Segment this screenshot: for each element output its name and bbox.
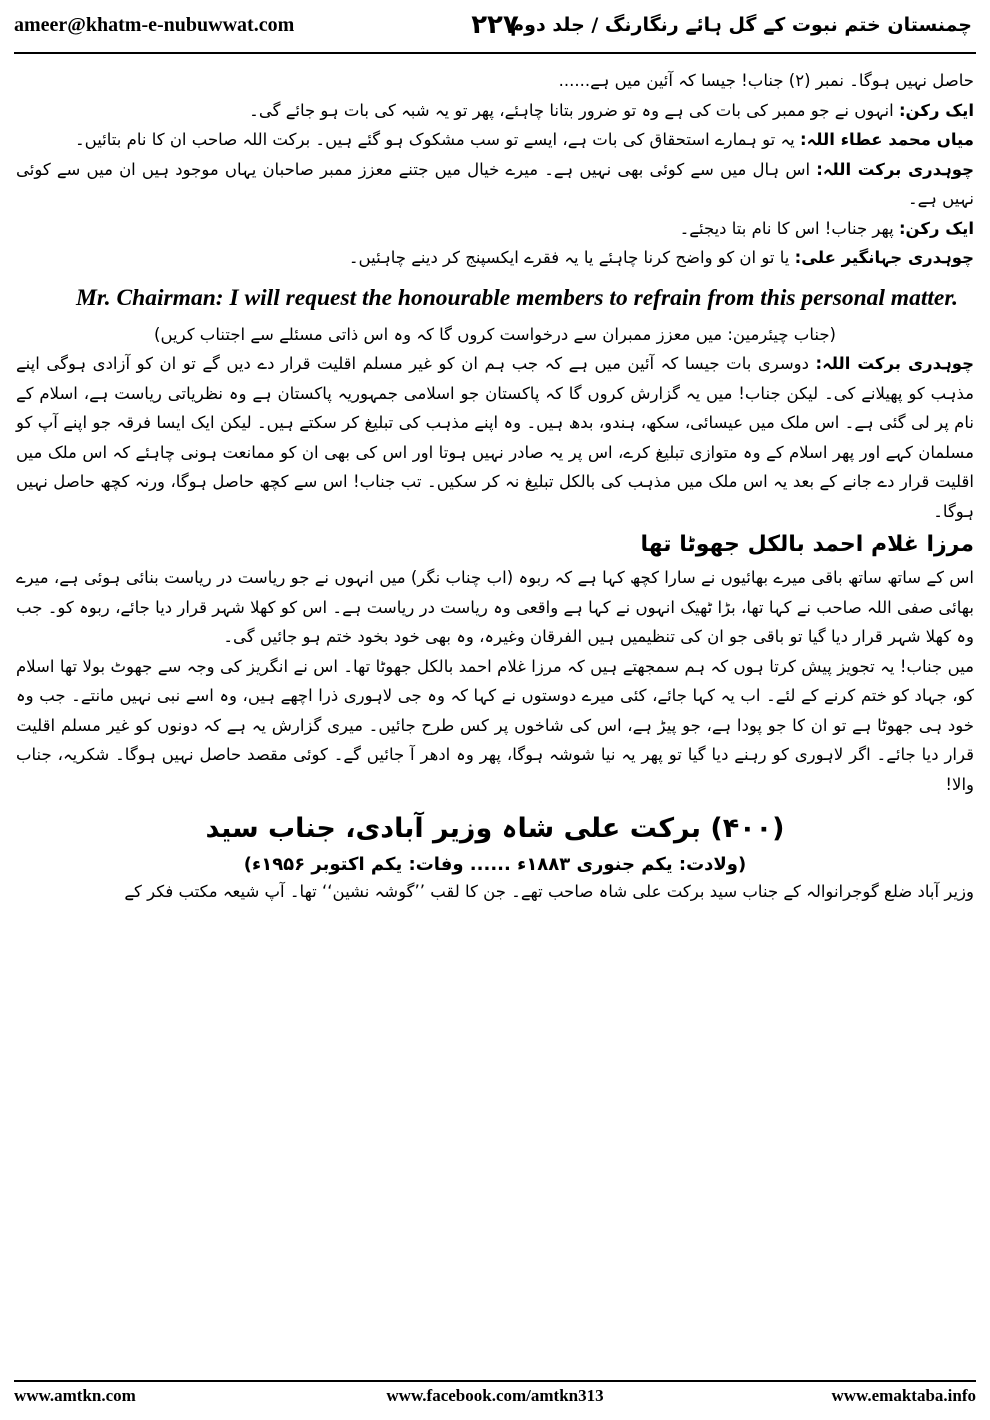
speaker-name: چوہدری جہانگیر علی:	[794, 248, 974, 267]
page-number: ۲۲۷	[471, 10, 519, 40]
speaker-name: میاں محمد عطاء اللہ:	[800, 130, 974, 149]
speech-text: یا تو ان کو واضح کرنا چاہئے یا یہ فقرے ایکسپنج کر دینے چاہئیں۔	[348, 248, 790, 267]
biography-text: وزیر آباد ضلع گوجرانوالہ کے جناب سید برکت علی شاہ صاحب تھے۔ جن کا لقب ’’گوشہ نشین‘‘ تھا۔ آپ شیعہ مکتب فکر کے	[124, 882, 974, 901]
book-title: چمنستان ختم نبوت کے گل ہائے رنگارنگ / جلد دوم	[510, 14, 972, 36]
paragraph-rabwah: اس کے ساتھ ساتھ باقی میرے بھائیوں نے سارا کچھ کہا ہے کہ ربوہ (اب چناب نگر) میں انہوں نے جو ریاست در ریاست بنائی ہوئی ہے، میرے بھائی صفی اللہ صاحب نے کہا تھا، بڑا ٹھیک انہوں نے کہا ہے واقعی وہ ریاست در ریاست ہے۔ اس کو کھلا شہر قرار دیا جائے، ربوہ کو۔ جب وہ کھلا شہر قرار دیا گیا تو باقی جو ان کی تنظیمیں ہیں الفرقان وغیرہ، وہ بھی خود بخود ختم ہو جائیں گی۔	[16, 568, 974, 646]
speech-text: یہ تو ہمارے استحقاق کی بات ہے، ایسے تو سب مشکوک ہو گئے ہیں۔ برکت اللہ صاحب ان کا نام بتائیں۔	[74, 130, 795, 149]
footer-link-facebook: www.facebook.com/amtkn313	[386, 1386, 604, 1405]
chairman-translation: (جناب چیئرمین: میں معزز ممبران سے درخواست کروں گا کہ وہ اس ذاتی مسئلے سے اجتناب کریں)	[154, 324, 836, 344]
biography-title: (۴۰۰) برکت علی شاہ وزیر آبادی، جناب سید	[205, 813, 785, 844]
speaker-name: ایک رکن:	[898, 218, 974, 238]
speech-member-2	[16, 214, 974, 244]
paragraph-1: حاصل نہیں ہوگا۔ نمبر (۲) جناب! جیسا کہ آئین میں ہے......	[558, 71, 974, 90]
speaker-name: چوہدری برکت اللہ:	[816, 159, 975, 179]
speaker-name: چوہدری برکت اللہ:	[815, 354, 975, 373]
speech-barkatullah-2	[16, 349, 974, 526]
footer-divider	[14, 1380, 976, 1382]
section-heading: مرزا غلام احمد بالکل جھوٹا تھا	[640, 532, 974, 557]
header-divider	[14, 52, 976, 54]
speech-jahangir	[16, 243, 974, 273]
english-chairman-statement: Mr. Chairman: I will request the honourable members to refrain from this personal matter.	[76, 284, 959, 311]
speech-barkatullah-1	[16, 155, 974, 214]
speaker-name: ایک رکن:	[898, 100, 974, 120]
speech-text: پھر جناب! اس کا نام بتا دیجئے۔	[679, 218, 894, 238]
speech-text: دوسری بات جیسا کہ آئین میں ہے کہ جب ہم ان کو غیر مسلم اقلیت قرار دے دیں گے تو ان کو آزادی ہوگی اپنے مذہب کو پھیلانے کی۔ لیکن جناب! میں یہ گزارش کروں گا کہ پاکستان جو اسلامی جمہوریہ پاکستان ہے وہ نظریاتی ریاست ہے، اسلام کے نام پر لی گئی ہے۔ اس ملک میں عیسائی، سکھ، ہندو، بدھ ہیں۔ وہ اپنے مذہب کی تبلیغ کر سکتے ہیں۔ لیکن ایک ایسا فرقہ جو اپنے آپ کو مسلمان کہے اور پھر اسلام کے وہ متوازی تبلیغ کرے، اس پر یہ صادر نہیں ہوتا اور اس کی بھی ان کو ممانعت ہونی چاہئے کہ اس ملک میں اقلیت قرار دے جانے کے بعد یہ اس ملک میں مذہب کی بالکل تبلیغ نہ کر سکیں۔ تب جناب! اس سے کچھ حاصل ہوگا، ورنہ کچھ حاصل نہیں ہوگا۔	[16, 354, 974, 521]
header-email: ameer@khatm-e-nubuwwat.com	[14, 14, 295, 36]
page-header	[0, 0, 990, 56]
page-body	[16, 66, 974, 907]
biography-dates: (ولادت: یکم جنوری ۱۸۸۳ء ...... وفات: یکم اکتوبر ۱۹۵۶ء)	[243, 854, 747, 875]
speech-member-1	[16, 96, 974, 126]
footer-link-emaktaba: www.emaktaba.info	[831, 1386, 976, 1405]
speech-text: اس ہال میں سے کوئی بھی نہیں ہے۔ میرے خیال میں جتنے معزز ممبر صاحبان یہاں موجود ہیں ان میں سے کوئی نہیں ہے۔	[16, 159, 974, 208]
footer-link-amtkn: www.amtkn.com	[14, 1386, 136, 1405]
page-footer	[0, 1384, 990, 1414]
speech-ataullah	[16, 125, 974, 155]
paragraph-proposal: میں جناب! یہ تجویز پیش کرتا ہوں کہ ہم سمجھتے ہیں کہ مرزا غلام احمد بالکل جھوٹا تھا۔ اس نے انگریز کی وجہ سے جھوٹ بولا تھا اسلام کو، جہاد کو ختم کرنے کے لئے۔ اب یہ کہا جائے، کئی میرے دوستوں نے کہا کہ وہ جی لاہوری ذرا اچھے ہیں، وہ اسے نبی نہیں مانتے۔ جب وہ خود ہی جھوٹا ہے تو ان کا جو پودا ہے، جو پیڑ ہے، اس کی شاخوں پر کس طرح جائیں۔ میری گزارش یہ ہے کہ دونوں کو غیر مسلم اقلیت قرار دیا جائے۔ اگر لاہوری کو رہنے دیا گیا تو پھر یہ نیا شوشہ ہوگا، پھر وہ ادھر آ جائیں گے۔ کوئی مقصد حاصل نہیں ہوگا۔ شکریہ، جناب والا!	[16, 656, 974, 794]
speech-text: انہوں نے جو ممبر کی بات کی ہے وہ تو ضرور بتانا چاہئے، پھر تو یہ شبہ کی بات ہو جائے گی۔	[249, 100, 894, 120]
